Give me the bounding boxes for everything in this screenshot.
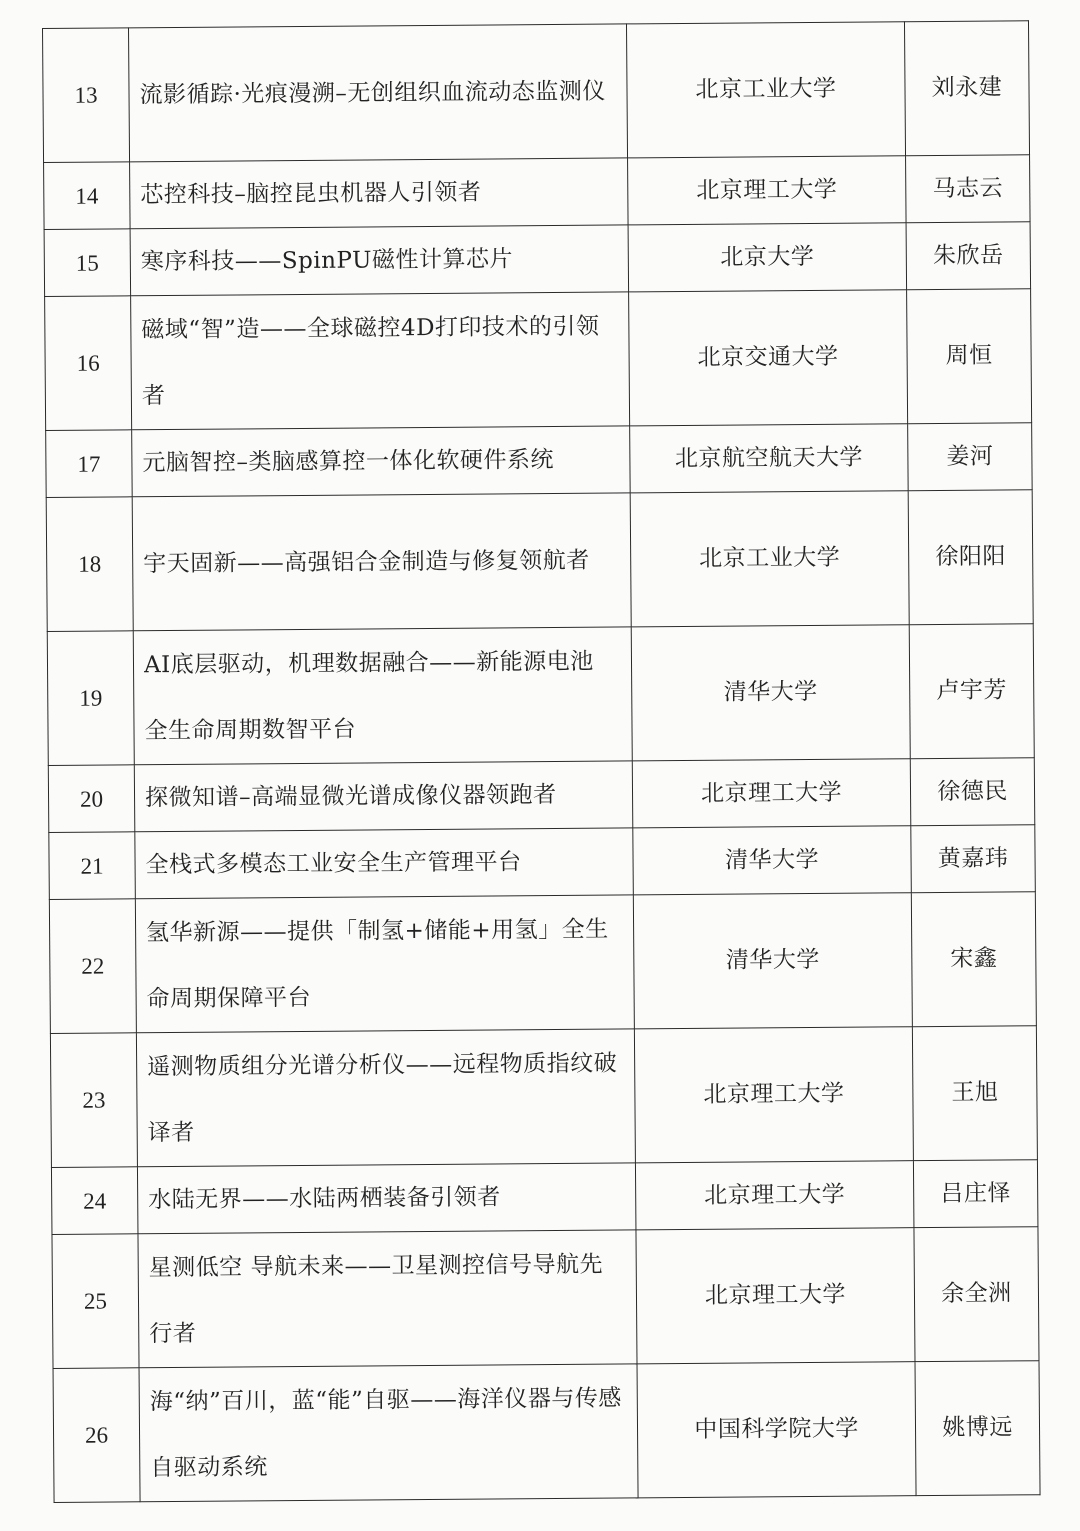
project-name-cell: 海“纳”百川，蓝“能”自驱——海洋仪器与传感自驱动系统 bbox=[139, 1364, 638, 1502]
school-cell: 北京理工大学 bbox=[635, 1161, 914, 1230]
school-cell: 北京航空航天大学 bbox=[630, 424, 909, 493]
row-number-cell: 21 bbox=[49, 832, 136, 900]
project-name-cell: 磁域“智”造——全球磁控4D打印技术的引领者 bbox=[131, 292, 630, 430]
leader-cell: 姜河 bbox=[908, 423, 1033, 491]
row-number-cell: 23 bbox=[50, 1033, 137, 1168]
row-number-cell: 19 bbox=[47, 631, 134, 766]
table-row bbox=[50, 1026, 1037, 1168]
school-cell: 北京交通大学 bbox=[629, 290, 908, 426]
leader-cell: 吕庄怿 bbox=[913, 1160, 1038, 1228]
row-number-cell: 24 bbox=[51, 1167, 138, 1235]
table-row bbox=[46, 490, 1033, 632]
school-cell: 清华大学 bbox=[631, 625, 910, 761]
school-cell: 北京理工大学 bbox=[636, 1228, 915, 1364]
school-cell: 北京工业大学 bbox=[626, 22, 905, 158]
project-name-cell: 遥测物质组分光谱分析仪——远程物质指纹破译者 bbox=[136, 1029, 635, 1167]
project-name-cell: 星测低空 导航未来——卫星测控信号导航先行者 bbox=[138, 1230, 637, 1368]
leader-cell: 黄嘉玮 bbox=[911, 825, 1036, 893]
project-name-cell: 全栈式多模态工业安全生产管理平台 bbox=[135, 828, 634, 899]
leader-cell: 姚博远 bbox=[915, 1361, 1040, 1496]
school-cell: 清华大学 bbox=[633, 826, 912, 895]
leader-cell: 徐阳阳 bbox=[908, 490, 1033, 625]
school-cell: 北京理工大学 bbox=[628, 156, 907, 225]
table-row bbox=[47, 624, 1034, 766]
table-row bbox=[49, 892, 1036, 1034]
project-name-cell: 探微知谱–高端显微光谱成像仪器领跑者 bbox=[134, 761, 633, 832]
leader-cell: 徐德民 bbox=[910, 758, 1035, 826]
table-body bbox=[43, 21, 1041, 1503]
project-table bbox=[42, 20, 1041, 1503]
leader-cell: 卢宇芳 bbox=[909, 624, 1034, 759]
leader-cell: 宋鑫 bbox=[911, 892, 1036, 1027]
project-name-cell: 寒序科技——SpinPU磁性计算芯片 bbox=[130, 225, 629, 296]
leader-cell: 马志云 bbox=[906, 155, 1031, 223]
table-row bbox=[52, 1227, 1039, 1369]
school-cell: 中国科学院大学 bbox=[637, 1362, 916, 1498]
table-row bbox=[45, 289, 1032, 431]
row-number-cell: 16 bbox=[45, 296, 132, 431]
school-cell: 北京工业大学 bbox=[630, 491, 909, 627]
row-number-cell: 14 bbox=[44, 162, 131, 230]
school-cell: 清华大学 bbox=[633, 893, 912, 1029]
row-number-cell: 25 bbox=[52, 1234, 139, 1369]
project-name-cell: 宇天固新——高强铝合金制造与修复领航者 bbox=[132, 493, 631, 631]
project-name-cell: AI底层驱动，机理数据融合——新能源电池全生命周期数智平台 bbox=[133, 627, 632, 765]
project-name-cell: 芯控科技–脑控昆虫机器人引领者 bbox=[130, 158, 629, 229]
school-cell: 北京理工大学 bbox=[634, 1027, 913, 1163]
row-number-cell: 20 bbox=[48, 765, 135, 833]
table-row bbox=[44, 222, 1030, 297]
row-number-cell: 26 bbox=[53, 1368, 140, 1503]
row-number-cell: 18 bbox=[46, 497, 133, 632]
school-cell: 北京大学 bbox=[628, 223, 907, 292]
leader-cell: 朱欣岳 bbox=[906, 222, 1031, 290]
table-row bbox=[43, 21, 1030, 163]
row-number-cell: 13 bbox=[43, 28, 130, 163]
table-row bbox=[51, 1160, 1037, 1235]
table-row bbox=[46, 423, 1032, 498]
leader-cell: 周恒 bbox=[907, 289, 1032, 424]
leader-cell: 余全洲 bbox=[914, 1227, 1039, 1362]
leader-cell: 刘永建 bbox=[904, 21, 1029, 156]
table-row bbox=[48, 758, 1034, 833]
project-name-cell: 元脑智控–类脑感算控一体化软硬件系统 bbox=[132, 426, 631, 497]
row-number-cell: 22 bbox=[49, 899, 136, 1034]
leader-cell: 王旭 bbox=[912, 1026, 1037, 1161]
project-name-cell: 流影循踪·光痕漫溯–无创组织血流动态监测仪 bbox=[129, 24, 628, 162]
row-number-cell: 17 bbox=[46, 430, 133, 498]
table-row bbox=[53, 1361, 1040, 1503]
table-row bbox=[49, 825, 1035, 900]
row-number-cell: 15 bbox=[44, 229, 131, 297]
project-name-cell: 氢华新源——提供「制氢+储能+用氢」全生命周期保障平台 bbox=[135, 895, 634, 1033]
table-row bbox=[44, 155, 1030, 230]
project-name-cell: 水陆无界——水陆两栖装备引领者 bbox=[137, 1163, 636, 1234]
school-cell: 北京理工大学 bbox=[632, 759, 911, 828]
